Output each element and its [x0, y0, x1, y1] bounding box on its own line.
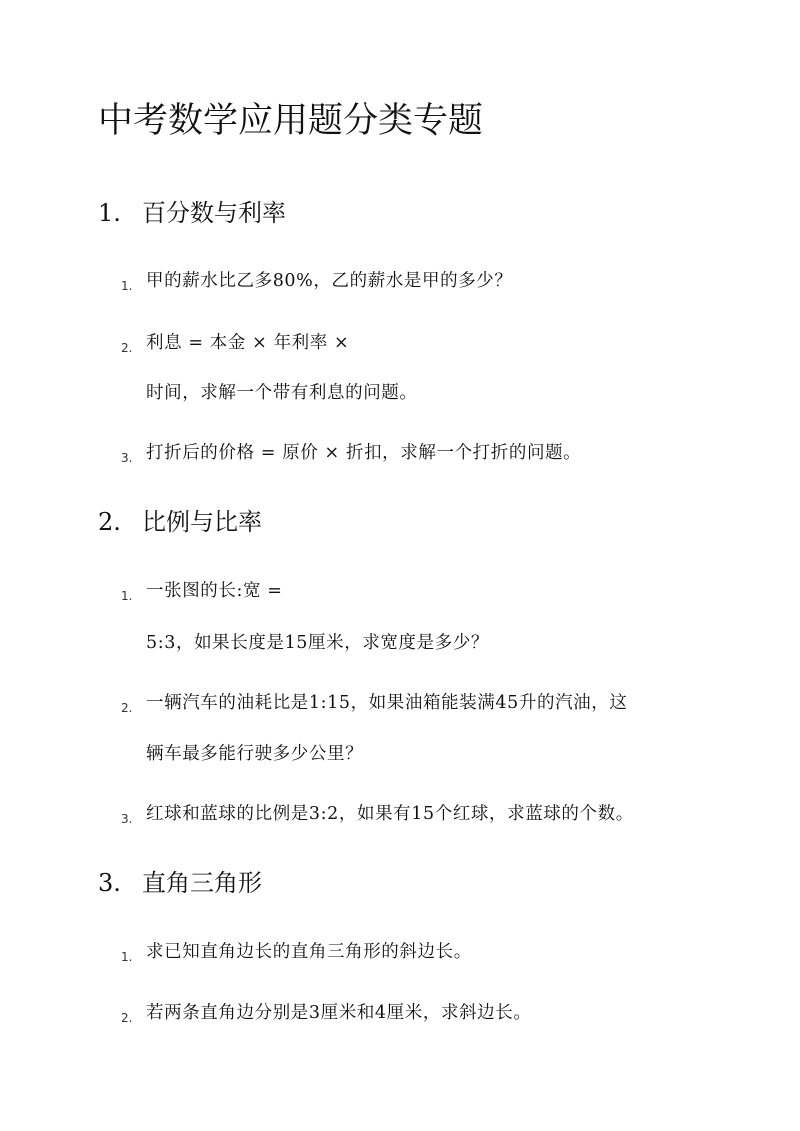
- question-text: 红球和蓝球的比例是3:2，如果有15个红球，求蓝球的个数。: [146, 804, 634, 824]
- question-text: 一辆汽车的油耗比是1:15，如果油箱能装满45升的汽油，这: [146, 693, 628, 713]
- question-text-continued: 时间，求解一个带有利息的问题。: [146, 383, 418, 403]
- question-text: 求已知直角边长的直角三角形的斜边长。: [146, 942, 472, 962]
- question-number: 1.: [121, 950, 133, 964]
- question-text-continued: 5:3，如果长度是15厘米，求宽度是多少？: [146, 633, 490, 653]
- question-text: 打折后的价格 = 原价 × 折扣，求解一个打折的问题。: [146, 443, 582, 463]
- question-number: 3.: [121, 812, 133, 826]
- question-number: 3.: [121, 451, 133, 465]
- question-number: 2.: [121, 341, 133, 355]
- section-title: 直角三角形: [142, 869, 262, 897]
- section-title: 比例与比率: [142, 508, 262, 536]
- section-number: 1.: [98, 199, 121, 227]
- question-number: 1.: [121, 589, 133, 603]
- question-text: 甲的薪水比乙多80%，乙的薪水是甲的多少？: [146, 271, 513, 291]
- section-heading-2: [98, 505, 262, 539]
- question-text: 若两条直角边分别是3厘米和4厘米，求斜边长。: [146, 1003, 532, 1023]
- section-number: 3.: [98, 869, 121, 897]
- question-number: 1.: [121, 279, 133, 293]
- section-title: 百分数与利率: [142, 199, 286, 227]
- question-text: 利息 = 本金 × 年利率 ×: [146, 333, 350, 353]
- question-number: 2.: [121, 1011, 133, 1025]
- section-heading-3: [98, 866, 262, 900]
- question-text-continued: 辆车最多能行驶多少公里？: [146, 744, 364, 764]
- section-heading-1: [98, 196, 286, 230]
- question-number: 2.: [121, 701, 133, 715]
- page-title: 中考数学应用题分类专题: [98, 101, 484, 141]
- question-text: 一张图的长:宽 =: [146, 581, 283, 601]
- section-number: 2.: [98, 508, 121, 536]
